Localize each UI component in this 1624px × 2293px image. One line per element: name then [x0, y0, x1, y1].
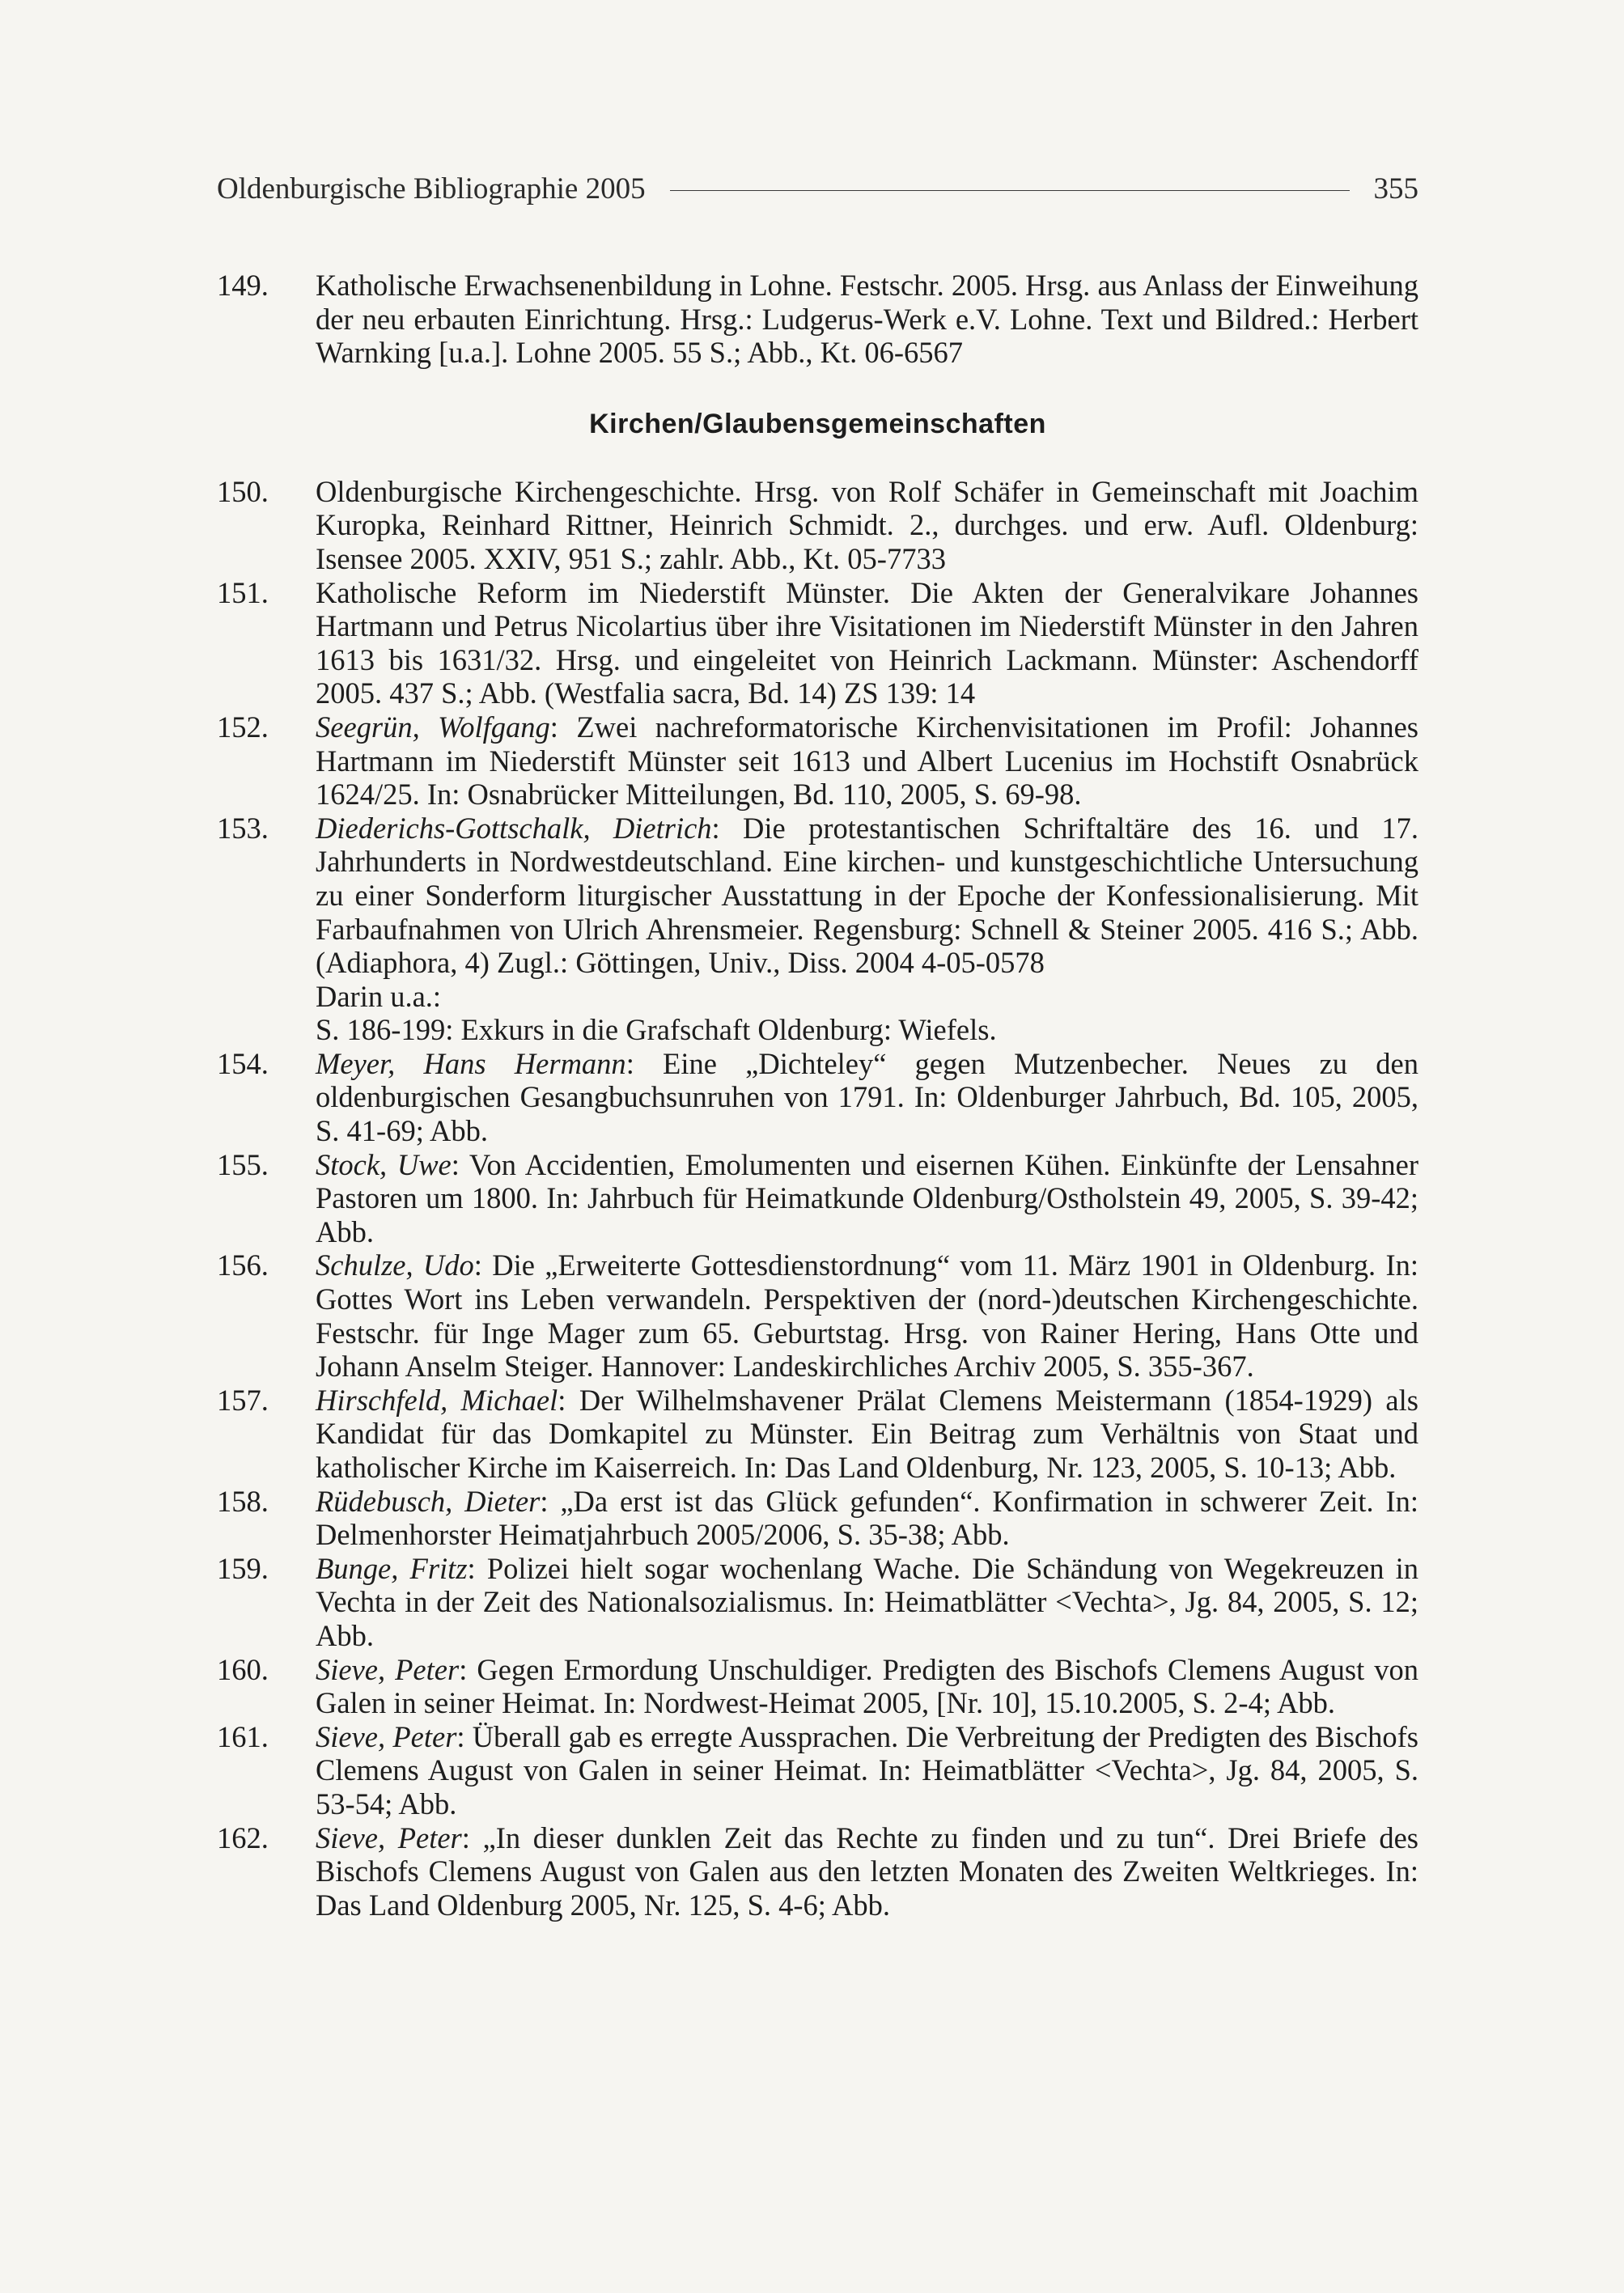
entry-text: : Der Wilhelmshavener Prälat Clemens Meistermann (1854-1929) als Kandidat für das Domkapitel zu Münster. Ein Beitrag zum Verhältnis von Staat und katholischer Kirche im Kaiserreich. In: Das Land Oldenburg, Nr. 123, 2005, S. 10-13; Abb.: [316, 1383, 1418, 1484]
page-number: 355: [1373, 172, 1418, 206]
bibliography-entry: [217, 1485, 1418, 1552]
entry-author: Stock, Uwe: [316, 1147, 452, 1181]
bibliography-entry: [217, 1148, 1418, 1249]
entry-text: : Die „Erweiterte Gottesdienstordnung“ vom 11. März 1901 in Oldenburg. In: Gottes Wort ins Leben verwandeln. Perspektiven der (nord-)deutschen Kirchengeschichte. Festschr. für Inge Mager zum 65. Geburtstag. Hrsg. von Rainer Hering, Hans Otte und Johann Anselm Steiger. Hannover: Landeskirchliches Archiv 2005, S. 355-367.: [316, 1248, 1418, 1384]
entry-number: 159.: [217, 1551, 269, 1585]
entry-text: : Eine „Dichteley“ gegen Mutzenbecher. Neues zu den oldenburgischen Gesangbuchsunruhen von 1791. In: Oldenburger Jahrbuch, Bd. 105, 2005, S. 41-69; Abb.: [316, 1046, 1418, 1148]
entry-author: Sieve, Peter: [316, 1719, 457, 1753]
entry-number: 160.: [217, 1652, 269, 1686]
entry-number: 149.: [217, 269, 269, 302]
entry-number: 155.: [217, 1147, 269, 1181]
entry-text: : Überall gab es erregte Aussprachen. Die Verbreitung der Predigten des Bischofs Clemens August von Galen in seiner Heimat. In: Heimatblätter <Vechta>, Jg. 84, 2005, S. 53-54; Abb.: [316, 1719, 1418, 1820]
bibliography-entry: [217, 1653, 1418, 1720]
entry-number: 153.: [217, 811, 269, 845]
entry-contents-label: Darin u.a.:: [316, 979, 442, 1013]
entry-body: [316, 1552, 1418, 1653]
bibliography-entry: [217, 1552, 1418, 1653]
entry-body: [316, 1248, 1418, 1383]
entry-body: [316, 710, 1418, 812]
entry-number: 157.: [217, 1383, 269, 1417]
bibliography-entry: [217, 1720, 1418, 1821]
bibliography-entry: [217, 1821, 1418, 1922]
entry-number: 154.: [217, 1046, 269, 1080]
entry-text: Katholische Reform im Niederstift Münster. Die Akten der Generalvikare Johannes Hartmann und Petrus Nicolartius über ihre Visitationen im Niederstift Münster in den Jahren 1613 bis 1631/32. Hrsg. und eingeleitet von Heinrich Lackmann. Münster: Aschendorff 2005. 437 S.; Abb. (Westfalia sacra, Bd. 14) ZS 139: 14: [316, 575, 1418, 710]
bibliography-entry: [217, 1248, 1418, 1383]
entry-body: [316, 1653, 1418, 1720]
bibliography-entry: [217, 1384, 1418, 1485]
entry-author: Seegrün, Wolfgang: [316, 710, 550, 744]
entry-body: [316, 1720, 1418, 1821]
bibliography-entry: [217, 576, 1418, 710]
entry-number: 158.: [217, 1484, 269, 1518]
entry-text: : „In dieser dunklen Zeit das Rechte zu finden und zu tun“. Drei Briefe des Bischofs Clemens August von Galen aus den letzten Monaten des Zweiten Weltkrieges. In: Das Land Oldenburg 2005, Nr. 125, S. 4-6; Abb.: [316, 1820, 1418, 1922]
entry-number: 152.: [217, 710, 269, 744]
header-rule: [670, 190, 1350, 191]
bibliography-entry: [217, 812, 1418, 1047]
entry-body: [316, 1148, 1418, 1249]
entry-body: [316, 1485, 1418, 1552]
entry-body: [316, 475, 1418, 576]
entry-contents-item: S. 186-199: Exkurs in die Grafschaft Oldenburg: Wiefels.: [316, 1013, 997, 1047]
entry-author: Rüdebusch, Dieter: [316, 1484, 541, 1518]
header-title: Oldenburgische Bibliographie 2005: [217, 172, 646, 206]
entry-number: 150.: [217, 474, 269, 508]
entry-body: [316, 1047, 1418, 1148]
bibliography-entry: [217, 269, 1418, 370]
entry-body: [316, 812, 1418, 1047]
entry-text: : Gegen Ermordung Unschuldiger. Predigten des Bischofs Clemens August von Galen in seiner Heimat. In: Nordwest-Heimat 2005, [Nr. 10], 15.10.2005, S. 2-4; Abb.: [316, 1652, 1418, 1720]
bibliography-entry: [217, 475, 1418, 576]
entry-text: : Von Accidentien, Emolumenten und eisernen Kühen. Einkünfte der Lensahner Pastoren um 1800. In: Jahrbuch für Heimatkunde Oldenburg/Ostholstein 49, 2005, S. 39-42; Abb.: [316, 1147, 1418, 1248]
entry-author: Sieve, Peter: [316, 1652, 460, 1686]
entry-text: : Die protestantischen Schriftaltäre des 16. und 17. Jahrhunderts in Nordwestdeutschland. Eine kirchen- und kunstgeschichtliche Untersuchung zu einer Sonderform liturgischer Ausstattung in der Epoche der Konfessionalisierung. Mit Farbaufnahmen von Ulrich Ahrensmeier. Regensburg: Schnell & Steiner 2005. 416 S.; Abb. (Adiaphora, 4) Zugl.: Göttingen, Univ., Diss. 2004 4-05-0578: [316, 811, 1418, 980]
entry-body: [316, 269, 1418, 370]
entry-text: : Zwei nachreformatorische Kirchenvisitationen im Profil: Johannes Hartmann im Niederstift Münster seit 1613 und Albert Lucenius im Hochstift Osnabrück 1624/25. In: Osnabrücker Mitteilungen, Bd. 110, 2005, S. 69-98.: [316, 710, 1418, 812]
entry-text: : „Da erst ist das Glück gefunden“. Konfirmation in schwerer Zeit. In: Delmenhorster Heimatjahrbuch 2005/2006, S. 35-38; Abb.: [316, 1484, 1418, 1552]
entry-author: Hirschfeld, Michael: [316, 1383, 558, 1417]
bibliography-entry: [217, 710, 1418, 812]
entry-text: : Polizei hielt sogar wochenlang Wache. Die Schändung von Wegekreuzen in Vechta in der Zeit des Nationalsozialismus. In: Heimatblätter <Vechta>, Jg. 84, 2005, S. 12; Abb.: [316, 1551, 1419, 1652]
entry-author: Meyer, Hans Hermann: [316, 1046, 626, 1080]
entry-number: 156.: [217, 1248, 269, 1282]
entry-body: [316, 1384, 1418, 1485]
bibliography-content: [217, 269, 1418, 1922]
entry-author: Schulze, Udo: [316, 1248, 474, 1282]
entry-body: [316, 576, 1418, 710]
entry-body: [316, 1821, 1418, 1922]
entry-number: 162.: [217, 1820, 269, 1854]
entry-text: Katholische Erwachsenenbildung in Lohne. Festschr. 2005. Hrsg. aus Anlass der Einweihung der neu erbauten Einrichtung. Hrsg.: Ludgerus-Werk e.V. Lohne. Text und Bildred.: Herbert Warnking [u.a.]. Lohne 2005. 55 S.; Abb., Kt. 06-6567: [316, 269, 1418, 370]
entry-author: Bunge, Fritz: [316, 1551, 468, 1585]
bibliography-entry: [217, 1047, 1418, 1148]
entry-text: Oldenburgische Kirchengeschichte. Hrsg. von Rolf Schäfer in Gemeinschaft mit Joachim Kuropka, Reinhard Rittner, Heinrich Schmidt. 2., durchges. und erw. Aufl. Oldenburg: Isensee 2005. XXIV, 951 S.; zahlr. Abb., Kt. 05-7733: [316, 474, 1418, 575]
entry-author: Diederichs-Gottschalk, Dietrich: [316, 811, 712, 845]
entry-author: Sieve, Peter: [316, 1820, 462, 1854]
entry-number: 151.: [217, 575, 269, 609]
section-heading: Kirchen/Glaubensgemeinschaften: [589, 408, 1046, 439]
entry-number: 161.: [217, 1719, 269, 1753]
running-header: [217, 168, 1418, 209]
